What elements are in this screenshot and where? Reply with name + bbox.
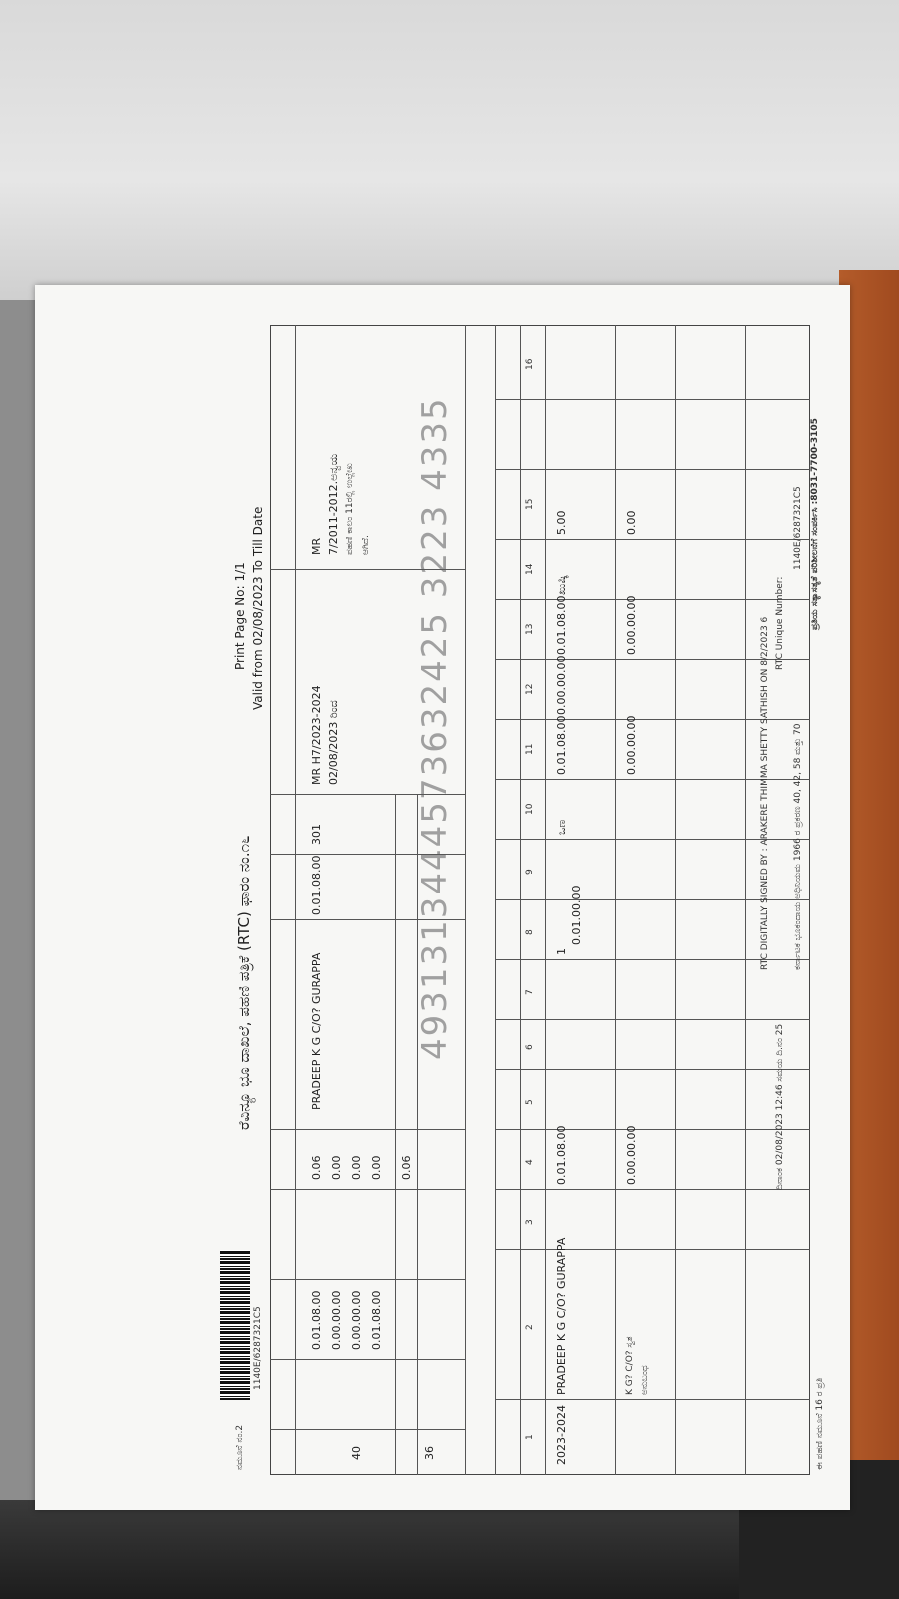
col12-value-2: 0.00.00.00 bbox=[625, 595, 638, 655]
row-divider bbox=[495, 325, 496, 1475]
extent-c: 0.00.00.00 bbox=[350, 1290, 363, 1350]
col-number-10: 10 bbox=[525, 803, 535, 815]
remarks-mr: MR bbox=[310, 537, 323, 555]
col9-value: ಒಣ bbox=[555, 819, 568, 835]
col-divider bbox=[495, 399, 810, 400]
row-divider bbox=[295, 325, 296, 1475]
col-divider bbox=[495, 539, 810, 540]
row-divider bbox=[520, 325, 521, 1475]
col-divider bbox=[495, 1069, 810, 1070]
col8-value: 1 bbox=[555, 948, 568, 955]
barcode-icon bbox=[220, 1250, 250, 1400]
tax-d: 0.00 bbox=[370, 1155, 383, 1180]
col-divider bbox=[495, 1399, 810, 1400]
col-divider bbox=[495, 1249, 810, 1250]
barcode-number: 1140E/6287321C5 bbox=[253, 1306, 263, 1390]
extent-total: 0.01.08.00 bbox=[370, 1290, 383, 1350]
col-divider bbox=[270, 1129, 465, 1130]
tax-b: 0.00 bbox=[330, 1155, 343, 1180]
remarks-year: 7/2011-2012.ಅನ್ವಯ bbox=[327, 453, 340, 555]
col-divider bbox=[270, 1359, 465, 1360]
tax-total: 0.06 bbox=[400, 1155, 413, 1180]
owner-extent: 0.01.08.00 bbox=[310, 855, 323, 915]
tax-a: 0.06 bbox=[310, 1155, 323, 1180]
col-divider bbox=[495, 1189, 810, 1190]
col-divider bbox=[495, 469, 810, 470]
owner-name: PRADEEP K G C/O? GURAPPA bbox=[310, 952, 323, 1110]
row-divider bbox=[615, 325, 616, 1475]
col-number-14: 14 bbox=[525, 563, 535, 575]
print-page-number: Print Page No: 1/1 bbox=[233, 562, 247, 670]
cultivator-name: PRADEEP K G C/O? GURAPPA bbox=[555, 1237, 568, 1395]
col-divider bbox=[495, 1019, 810, 1020]
row-divider bbox=[395, 795, 396, 1475]
col14-value: 5.00 bbox=[555, 510, 568, 535]
validity-period: Valid from 02/08/2023 To Till Date bbox=[251, 506, 265, 710]
cultivator-name-2: K G? C/O? ಸ್ವತ bbox=[625, 1336, 635, 1395]
row-divider bbox=[745, 325, 746, 1475]
row-divider bbox=[545, 325, 546, 1475]
background-paper-top bbox=[0, 0, 899, 300]
rtc-document bbox=[35, 285, 850, 1510]
mutation-date: 02/08/2023 ರಿಂದ bbox=[327, 700, 340, 785]
col-divider bbox=[495, 1129, 810, 1130]
rtc-unique-label: RTC Unique Number: bbox=[775, 576, 785, 670]
col11-value: 0.00.00.00 bbox=[555, 655, 568, 715]
col-number-13: 13 bbox=[525, 623, 535, 635]
signed-by: RTC DIGITALLY SIGNED BY : ARAKERE THIMMA SHETTY SATHISH ON 8/2/2023 6 bbox=[760, 616, 770, 970]
cultivation-extent: 0.01.08.00 bbox=[555, 1125, 568, 1185]
mutation-number: MR H7/2023-2024 bbox=[310, 685, 323, 785]
document-title: ರೆವಿನ್ಯೂ ಭೂ ದಾಖಲೆ, ಪಹಣಿ ಪತ್ರಿಕೆ (RTC) ಫಾರಂ ನಂ.೧೬ bbox=[235, 835, 253, 1130]
bottom-note: ಈ ಪಹಣಿ ನಮೂನೆ 16 ರ ಪ್ರತಿ bbox=[815, 1377, 825, 1470]
extent-a: 0.01.08.00 bbox=[310, 1290, 323, 1350]
unique-id: 1140E/6287321C5 bbox=[793, 486, 803, 570]
col-divider bbox=[270, 1279, 465, 1280]
col-number-6: 6 bbox=[525, 1044, 535, 1050]
col-number-7: 7 bbox=[525, 989, 535, 995]
act-reference: ಕರ್ನಾಟಕ ಭೂಕಂದಾಯ ಅಧಿನಿಯಮ 1966 ರ ಪ್ರಕರಣ 40, 42, 58 ಮತ್ತು 70 bbox=[793, 723, 803, 970]
form-number: ನಮೂನೆ ನಂ.2 bbox=[235, 1424, 245, 1470]
col-number-9: 9 bbox=[525, 869, 535, 875]
col-divider bbox=[270, 1189, 465, 1190]
cultivation-extent-2: 0.00.00.00 bbox=[625, 1125, 638, 1185]
col-number-8: 8 bbox=[525, 929, 535, 935]
col-number-12: 12 bbox=[525, 683, 535, 695]
col1-value: 40 bbox=[350, 1446, 363, 1460]
col-number-16: 16 bbox=[525, 358, 535, 370]
rtc-page bbox=[55, 310, 825, 1490]
col-number-1: 1 bbox=[525, 1434, 535, 1440]
col-number-4: 4 bbox=[525, 1159, 535, 1165]
khata-number: 301 bbox=[310, 824, 323, 845]
col-number-5: 5 bbox=[525, 1099, 535, 1105]
extent-b: 0.00.00.00 bbox=[330, 1290, 343, 1350]
col-number-15: 15 bbox=[525, 498, 535, 510]
tax-c: 0.00 bbox=[350, 1155, 363, 1180]
col10-value-2: 0.00.00.00 bbox=[625, 715, 638, 775]
col13-value: ಖುಷ್ಕಿ bbox=[555, 574, 568, 595]
col8-extent: 0.01.00.00 bbox=[570, 885, 583, 945]
row-divider bbox=[465, 325, 466, 1475]
col12-value: 0.01.08.00 bbox=[555, 595, 568, 655]
helpline: ಪ್ರತಿಯ ಸತ್ಯಾಸತ್ಯತೆ ಪರಿಶೀಲನೆಗೆ ಸಂಪರ್ಕಿಸಿ :8031-7700-3105 bbox=[810, 418, 820, 630]
col-number-2: 2 bbox=[525, 1324, 535, 1330]
rtc-watermark: 4931313444573632425 3223 4335 bbox=[415, 396, 455, 1060]
remarks-note-2: ಆಗಿದೆ. bbox=[361, 535, 371, 555]
col2-value: 36 bbox=[423, 1446, 436, 1460]
remarks-note-1: ಪಹಣಿ ಕಾಲಂ 11ರಲ್ಲಿ ಉಲ್ಲೇಖ bbox=[345, 463, 355, 555]
col-number-11: 11 bbox=[525, 743, 535, 755]
note-left: ಅನುಬಂಧ bbox=[640, 1365, 650, 1395]
col10-value: 0.01.08.00 bbox=[555, 715, 568, 775]
col-divider bbox=[270, 1429, 465, 1430]
row-divider bbox=[675, 325, 676, 1475]
col14-value-2: 0.00 bbox=[625, 510, 638, 535]
col-divider bbox=[495, 599, 810, 600]
footer-date: ದಿನಾಂಕ 02/08/2023 12:46 ಸಮಯ ದಿ.ನಂ 25 bbox=[775, 1023, 785, 1190]
col-number-3: 3 bbox=[525, 1219, 535, 1225]
cultivation-year: 2023-2024 bbox=[555, 1405, 568, 1465]
